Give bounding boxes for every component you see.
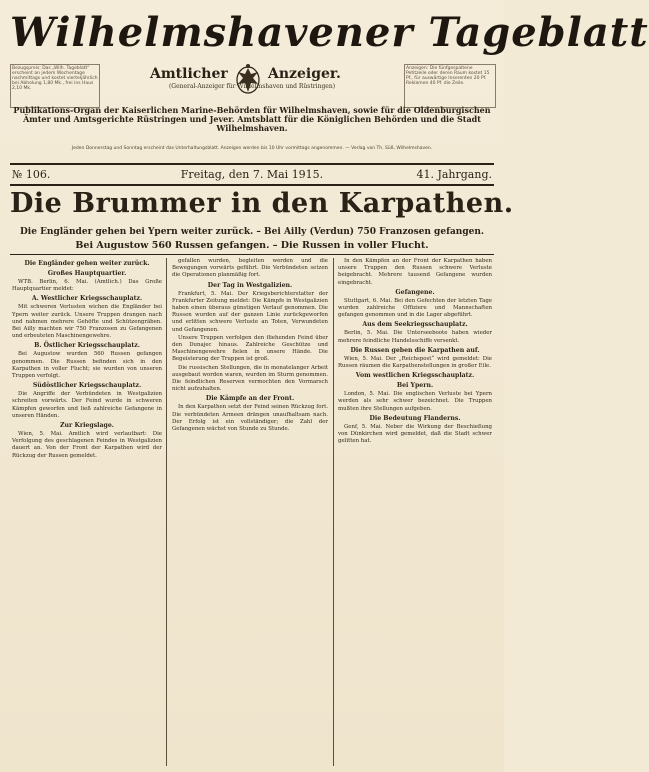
paragraph: Wien, 5. Mai. Der „Reichspost“ wird gemeldet: Die Russen räumen die Karpathenstellungen in großer Eile.: [338, 355, 492, 370]
paragraph: In den Karpathen setzt der Feind seinen Rückzug fort. Die verbündeten Armeen drängen unaufhaltsam nach. Der Erfolg ist ein vollständiger; die Zahl der Gefangenen wächst von Stunde zu Stunde.: [172, 404, 328, 433]
masthead-anzeiger: Anzeiger.: [268, 66, 341, 82]
masthead-title: Wilhelmshavener Tageblatt: [10, 9, 649, 56]
divider-rule: [10, 163, 494, 165]
subheadline-1: Die Engländer gehen bei Ypern weiter zurück. – Bei Ailly (Verdun) 750 Franzosen gefangen.: [19, 227, 485, 237]
paragraph: WTB. Berlin, 6. Mai. (Amtlich.) Das Große Hauptquartier meldet:: [12, 279, 162, 293]
masthead-amtlicher: Amtlicher: [150, 66, 228, 82]
paragraph: Bei Augustow wurden 560 Russen gefangen genommen. Die Russen befinden sich in den Karpathen in voller Flucht; sie wurden von unseren Truppen verfolgt.: [12, 351, 162, 380]
main-headline: Die Brummer in den Karpathen.: [10, 188, 514, 219]
section-heading: Vom westlichen Kriegsschauplatz.: [355, 372, 475, 380]
issue-number: № 106.: [12, 168, 51, 181]
eagle-crest-icon: [232, 62, 264, 96]
paragraph: In den Kämpfen an der Front der Karpathen haben unsere Truppen den Russen schwere Verluste beigebracht. Mehrere tausend Gefangene wurden eingebracht.: [338, 258, 492, 286]
section-heading: Der Tag in Westgalizien.: [207, 281, 293, 289]
paragraph: Berlin, 5. Mai. Die Unterseeboote haben wieder mehrere feindliche Handelsschiffe versenkt.: [338, 330, 492, 344]
section-heading: Die Bedeutung Flanderns.: [369, 414, 461, 422]
paragraph: London, 5. Mai. Die englischen Verluste bei Ypern werden als sehr schwer bezeichnet. Die Truppen mußten ihre Stellungen aufgeben.: [338, 391, 492, 412]
section-heading: Die Russen geben die Karpathen auf.: [350, 346, 480, 354]
section-heading: Aus dem Seekriegsschauplatz.: [362, 321, 468, 329]
section-heading: Zur Kriegslage.: [60, 422, 114, 430]
paragraph: Mit schweren Verlusten wichen die Engländer bei Ypern weiter zurück. Unsere Truppen drangen nach und nahmen mehrere Gehöfte und Schützengräben. Bei Ailly machten wir 750 Franzosen zu Gefangenen und erbeuteten Maschinengewehre.: [12, 304, 162, 340]
paragraph: Unsere Truppen verfolgen den fliehenden Feind über den Dunajec hinaus. Zahlreiche Geschütze und Maschinengewehre fielen in unsere Hände. Die Begeisterung der Truppen ist groß.: [172, 334, 328, 363]
subscription-box: Bezugspreis: Das „Wilh. Tageblatt“ erscheint an jedem Wochentage nachmittags und kostet vierteljährlich bei Abholung 1,80 Mk., frei ins Haus 2,10 Mk.: [10, 64, 100, 108]
article-column-2: [172, 258, 328, 766]
section-heading: Südöstlicher Kriegsschauplatz.: [32, 382, 142, 390]
article-column-1: [12, 258, 162, 766]
dateline: [12, 168, 492, 182]
paragraph: Stuttgart, 6. Mai. Bei den Gefechten der letzten Tage wurden zahlreiche Offiziere und Mannschaften gefangen genommen und in die Lager abgeführt.: [338, 297, 492, 319]
section-heading: Gefangene.: [395, 288, 435, 296]
section-heading: B. Östlicher Kriegsschauplatz.: [34, 342, 140, 350]
paragraph: Die Angriffe der Verbündeten in Westgalizien schreiten vorwärts. Der Feind wurde in schweren Kämpfen geworfen und ließ zahlreiche Gefangene in unseren Händen.: [12, 391, 162, 419]
paragraph: Wien, 5. Mai. Amtlich wird verlautbart: Die Verfolgung des geschlagenen Feindes in Westgalizien dauert an. Von der Front der Karpathen wird der Rückzug der Russen gemeldet.: [12, 431, 162, 459]
masthead-subtitle: (General-Anzeiger für Wilhelmshaven und Rüstringen): [168, 83, 336, 90]
paragraph: Genf, 5. Mai. Neber die Wirkung der Beschießung von Dünkirchen wird gemeldet, daß die Stadt schwer gelitten hat.: [338, 423, 492, 445]
column-divider: [333, 258, 334, 766]
section-heading: Die Kämpfe an der Front.: [205, 395, 295, 403]
column-heading: Die Engländer gehen weiter zurück.: [24, 260, 150, 267]
divider-rule: [10, 254, 494, 255]
issue-date: Freitag, den 7. Mai 1915.: [180, 168, 324, 181]
masthead-organ-line: Publikations-Organ der Kaiserlichen Marine-Behörden für Wilhelmshaven, sowie für die Oldenburgischen Ämter und Amtsgerichte Rüstringen und Jever. Amtsblatt für die Königlichen Behörden und die Stadt Wilhelmshaven.: [13, 105, 491, 133]
column-heading: Großes Hauptquartier.: [47, 270, 127, 277]
section-heading: A. Westlicher Kriegsschauplatz.: [31, 295, 143, 303]
paragraph: Die russischen Stellungen, die in monatelanger Arbeit ausgebaut worden waren, wurden im Sturm genommen. Die feindlichen Reserven vermochten den Vormarsch nicht aufzuhalten.: [172, 364, 328, 393]
masthead-smallprint: Jeden Donnerstag und Sonntag erscheint das Unterhaltungsblatt. Anzeigen werden bis 10 Uhr vormittags angenommen. — Verlag von Th. Süß, Wilhelmshaven.: [71, 146, 433, 151]
column-divider: [166, 258, 167, 766]
article-column-3: [338, 258, 492, 766]
paragraph: Frankfurt, 5. Mai. Der Kriegsberichterstatter der Frankfurter Zeitung meldet: Die Kämpfe in Westgalizien haben einen überaus günstigen Verlauf genommen. Die Russen wurden auf der ganzen Linie zurückgeworfen und erlitten schwere Verluste an Toten, Verwundeten und Gefangenen.: [172, 290, 328, 333]
paragraph: gefallen wurden, begleiten werden und die Bewegungen vorwärts geführt. Die Verbündeten setzen die Operationen planmäßig fort.: [172, 258, 328, 279]
volume-year: 41. Jahrgang.: [416, 168, 492, 181]
section-heading: Bei Ypern.: [396, 382, 434, 390]
divider-rule: [10, 184, 494, 186]
subheadline-2: Bei Augustow 560 Russen gefangen. – Die Russen in voller Flucht.: [75, 240, 429, 251]
advertising-box: Anzeigen: Die fünfgespaltene Petitzeile oder deren Raum kostet 15 Pf., für auswärtige Inserenten 20 Pf. Reklamen 40 Pf. die Zeile.: [404, 64, 496, 108]
